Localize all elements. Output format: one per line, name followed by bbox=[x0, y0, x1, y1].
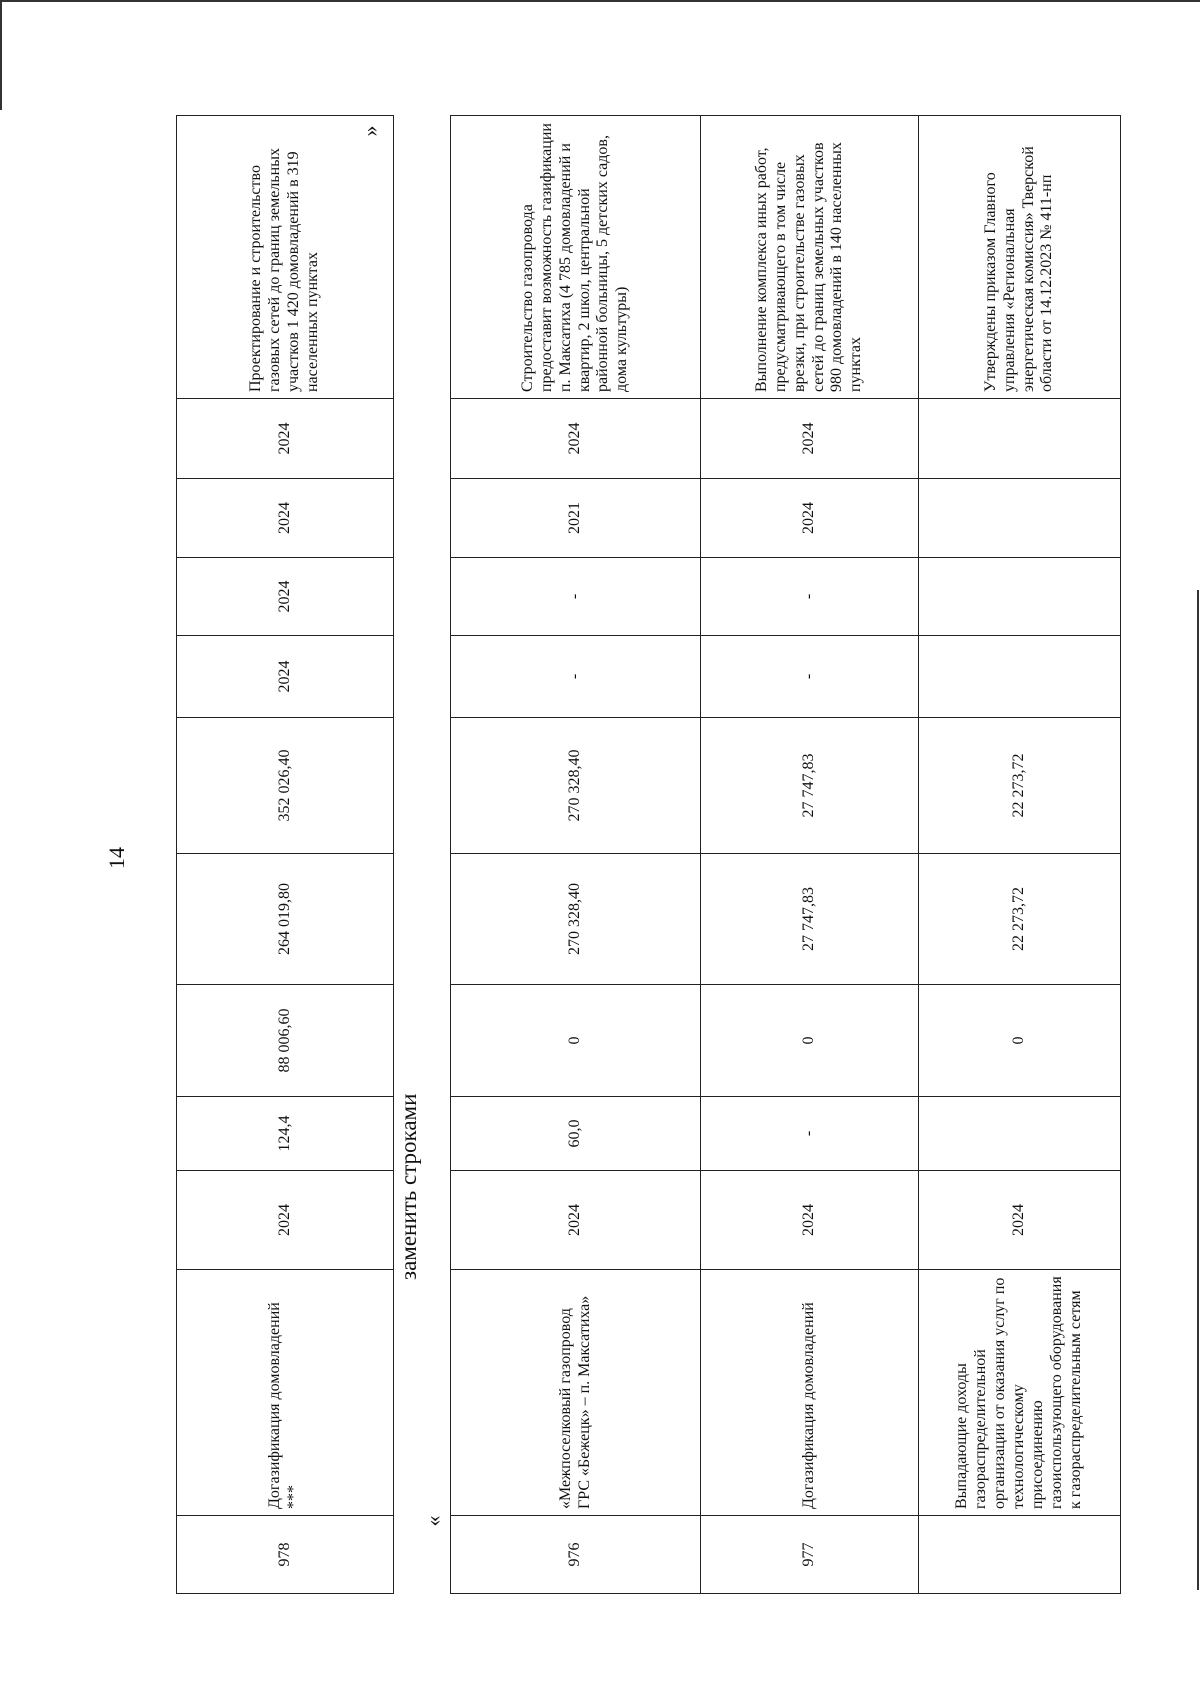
table-cell: - bbox=[701, 1097, 919, 1171]
table-cell: - bbox=[451, 558, 701, 636]
page-number: 14 bbox=[104, 847, 129, 869]
table-row bbox=[701, 116, 919, 1594]
table-cell: 22 273,72 bbox=[919, 718, 1121, 854]
table-cell: 2024 bbox=[177, 1171, 394, 1270]
table-cell bbox=[919, 636, 1121, 718]
table-cell: 27 747,83 bbox=[701, 854, 919, 985]
table-cell: - bbox=[701, 558, 919, 636]
table-cell: 2021 bbox=[451, 479, 701, 558]
table-cell: 264 019,80 bbox=[177, 854, 394, 985]
table-cell: - bbox=[451, 636, 701, 718]
table-cell: 22 273,72 bbox=[919, 854, 1121, 985]
table-cell: Догазификация домовладений bbox=[701, 1270, 919, 1516]
table-cell bbox=[919, 399, 1121, 479]
table-cell bbox=[919, 1516, 1121, 1594]
table-row bbox=[451, 116, 701, 1594]
table-row bbox=[177, 116, 394, 1594]
table-cell: 2024 bbox=[919, 1171, 1121, 1270]
replace-label: заменить строками bbox=[396, 1093, 421, 1280]
table-2-wrapper bbox=[450, 115, 1121, 1594]
table-cell: 976 bbox=[451, 1516, 701, 1594]
table-cell: 2024 bbox=[701, 399, 919, 479]
table-cell: 0 bbox=[451, 985, 701, 1097]
table-cell: - bbox=[701, 636, 919, 718]
table-cell: «Межпоселковый газопровод ГРС «Бежецк» – п. Максатиха» bbox=[451, 1270, 701, 1516]
table-cell: 270 328,40 bbox=[451, 854, 701, 985]
scan-edge-right bbox=[1197, 590, 1199, 1590]
table-cell: 977 bbox=[701, 1516, 919, 1594]
table-cell: Выпадающие доходы газораспределительной организации от оказания услуг по технологическому присоединению газоиспользующего оборудования к газораспределительным сетям bbox=[919, 1270, 1121, 1516]
table-cell: Проектирование и строительство газовых сетей до границ земельных участков 1 420 домовладений в 319 населенных пунктах bbox=[177, 116, 394, 399]
table-cell: 2024 bbox=[451, 399, 701, 479]
open-quote-mark: « bbox=[420, 1515, 446, 1527]
table-cell: 0 bbox=[919, 985, 1121, 1097]
table-cell: 978 bbox=[177, 1516, 394, 1594]
table-cell: Выполнение комплекса иных работ, предусматривающего в том числе врезки, при строительстве газовых сетей до границ земельных участков 980 домовладений в 140 населенных пунктах bbox=[701, 116, 919, 399]
scan-edge-left bbox=[0, 0, 2, 110]
table-row bbox=[919, 116, 1121, 1594]
table-cell: 2024 bbox=[177, 399, 394, 479]
table-2 bbox=[450, 115, 1121, 1594]
table-cell bbox=[919, 558, 1121, 636]
table-cell: Строительство газопровода предоставит возможность газификации п. Максатиха (4 785 домовладений и квартир, 2 школ, центральной районной больницы, 5 детских садов, дома культуры) bbox=[451, 116, 701, 399]
close-quote-mark: » bbox=[357, 125, 383, 137]
table-cell: 2024 bbox=[701, 1171, 919, 1270]
table-cell: Утверждены приказом Главного управления «Региональная энергетическая комиссия» Тверской области от 14.12.2023 № 411-нп bbox=[919, 116, 1121, 399]
table-cell: 124,4 bbox=[177, 1097, 394, 1171]
table-cell: 88 006,60 bbox=[177, 985, 394, 1097]
table-cell: 2024 bbox=[177, 636, 394, 718]
table-cell: 352 026,40 bbox=[177, 718, 394, 854]
table-cell: 27 747,83 bbox=[701, 718, 919, 854]
table-cell: 2024 bbox=[177, 558, 394, 636]
table-1-wrapper bbox=[176, 115, 394, 1594]
table-cell: 2024 bbox=[701, 479, 919, 558]
table-cell: 2024 bbox=[451, 1171, 701, 1270]
table-cell bbox=[919, 479, 1121, 558]
table-cell: Догазификация домовладений *** bbox=[177, 1270, 394, 1516]
table-cell: 270 328,40 bbox=[451, 718, 701, 854]
table-cell: 0 bbox=[701, 985, 919, 1097]
table-1 bbox=[176, 115, 394, 1594]
table-cell bbox=[919, 1097, 1121, 1171]
scan-edge-top bbox=[0, 0, 1200, 2]
table-cell: 60,0 bbox=[451, 1097, 701, 1171]
table-cell: 2024 bbox=[177, 479, 394, 558]
